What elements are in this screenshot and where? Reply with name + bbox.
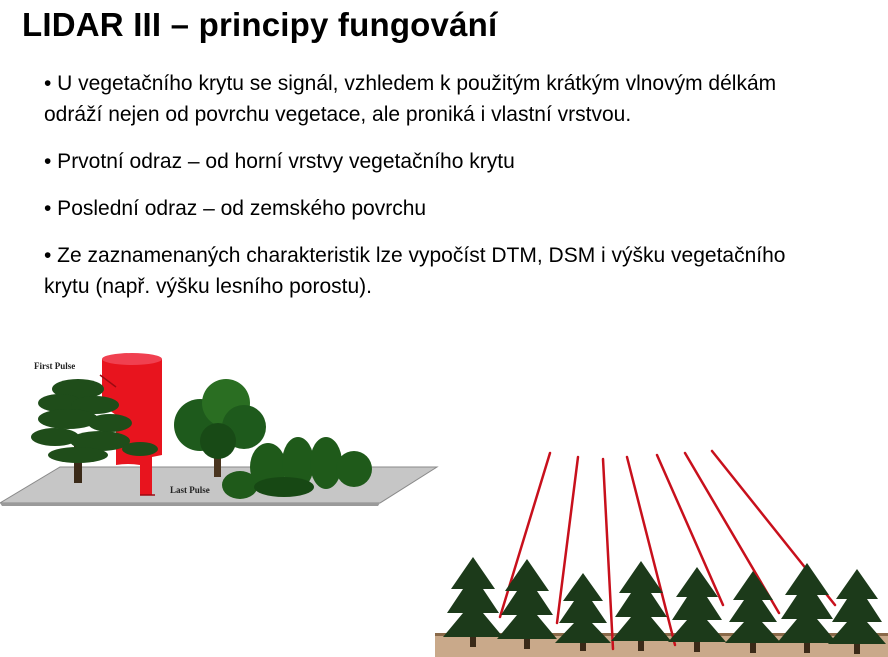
slide-title: LIDAR III – principy fungování <box>22 6 498 43</box>
last-pulse-label: Last Pulse <box>170 485 210 495</box>
bullet-item: • U vegetačního krytu se signál, vzhledem k použitým krátkým vlnovým délkám odráží nejen od povrchu vegetace, ale proniká i vlastní vrstvou. <box>44 72 777 126</box>
bullet-list <box>44 68 824 318</box>
scan-illustration <box>435 445 888 657</box>
laser-beams <box>500 451 835 649</box>
bullet-item: • Poslední odraz – od zemského povrchu <box>44 197 427 220</box>
bullet-item: • Prvotní odraz – od horní vrstvy vegetačního krytu <box>44 150 515 173</box>
pulse-illustration <box>0 345 440 515</box>
bullet-item: • Ze zaznamenaných charakteristik lze vypočíst DTM, DSM i výšku vegetačního krytu (např. výšku lesního porostu). <box>44 244 786 298</box>
first-pulse-label: First Pulse <box>34 361 76 371</box>
